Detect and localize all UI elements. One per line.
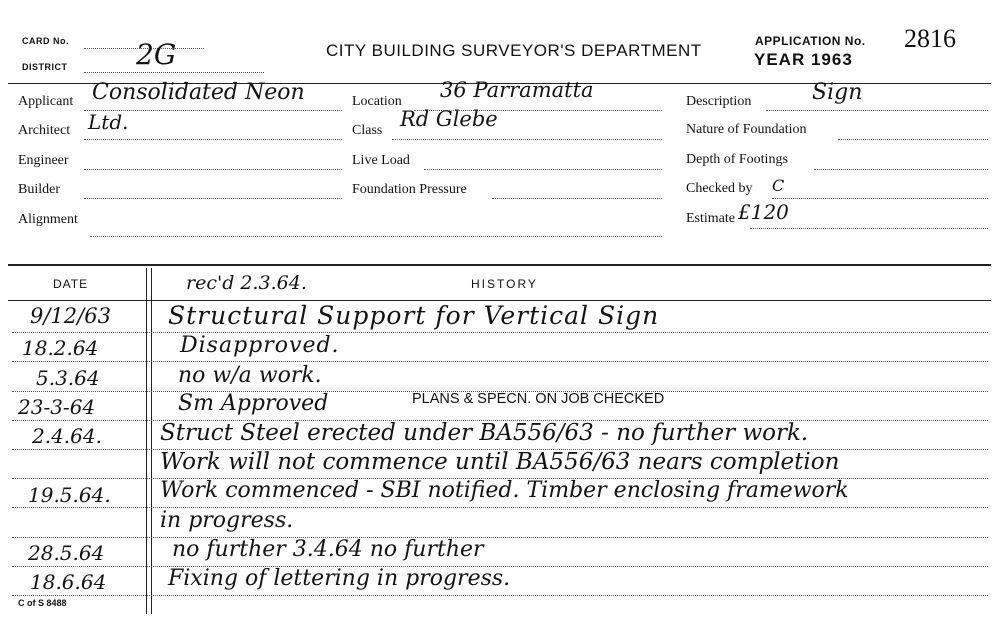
description-value: Sign [812,80,863,105]
column-divider-right [151,268,152,614]
entry-date: 2.4.64. [32,424,102,448]
checked-by-label: Checked by [686,181,753,196]
nature-of-foundation-label: Nature of Foundation [686,122,807,137]
entry-date: 18.2.64 [22,336,99,360]
entry-text: Disapproved. [180,333,340,358]
alignment-line [90,236,662,237]
class-line [392,139,662,140]
checked-by-value: C [772,176,785,195]
entry-text: Fixing of lettering in progress. [168,566,511,591]
entry-text: Struct Steel erected under BA556/63 - no further work. [160,420,809,446]
entry-text: no further 3.4.64 no further [172,537,484,562]
builder-label: Builder [18,182,60,197]
architect-label: Architect [18,123,71,138]
estimate-line [750,228,988,229]
checked-line [772,198,988,199]
year-label: YEAR 1963 [754,50,853,69]
description-label: Description [686,94,752,109]
row-line [12,361,988,362]
row-line [12,595,988,596]
alignment-label: Alignment [18,212,78,227]
foundation-pressure-label: Foundation Pressure [352,182,467,197]
estimate-label: Estimate [686,211,735,226]
column-divider-left [146,268,147,614]
district-line [84,72,264,73]
location-label: Location [352,94,402,109]
live-load-label: Live Load [352,153,410,168]
location-value: 36 Parramatta [440,78,594,102]
application-label: APPLICATION No. [755,34,866,48]
card-no-label: CARD No. [22,36,69,46]
entry-date: 28.5.64 [28,541,105,565]
architect-line [84,139,342,140]
form-code: C of S 8488 [18,598,67,608]
history-top-rule [8,264,991,266]
district-value: 2G [136,38,177,71]
received-note: rec'd 2.3.64. [186,272,307,294]
entry-date: 18.6.64 [30,570,107,594]
applicant-label: Applicant [18,94,74,109]
entry-text: Sm Approved [178,391,329,416]
applicant-value: Consolidated Neon [92,80,305,105]
entry-text: Work will not commence until BA556/63 nears completion [160,449,840,475]
entry-date: 9/12/63 [30,304,111,328]
entry-date: 5.3.64 [36,366,100,390]
entry-date: 19.5.64. [28,483,111,507]
entry-text: Structural Support for Vertical Sign [168,301,660,330]
builder-line [84,198,342,199]
nature-line [838,139,988,140]
class-value: Rd Glebe [400,107,498,131]
depth-line [814,169,988,170]
district-label: DISTRICT [22,62,68,72]
estimate-value: £120 [738,200,789,224]
department-title: CITY BUILDING SURVEYOR'S DEPARTMENT [326,41,702,60]
description-line [766,110,988,111]
entry-text: in progress. [160,508,294,533]
foundation-pressure-line [492,198,662,199]
architect-value: Ltd. [88,110,129,134]
entry-text: no w/a work. [178,363,322,388]
row-line [12,507,988,508]
engineer-label: Engineer [18,153,69,168]
date-column-header: DATE [53,277,89,291]
live-load-line [424,169,662,170]
entry-text: Work commenced - SBI notified. Timber enclosing framework [160,478,849,503]
row-line [12,537,988,538]
history-column-header: HISTORY [471,277,538,291]
application-number: 2816 [904,24,956,53]
class-label: Class [352,123,383,138]
plans-checked-stamp: PLANS & SPECN. ON JOB CHECKED [412,391,665,407]
entry-date: 23-3-64 [18,395,96,419]
engineer-line [84,169,342,170]
depth-of-footings-label: Depth of Footings [686,152,788,167]
row-line [12,332,988,333]
